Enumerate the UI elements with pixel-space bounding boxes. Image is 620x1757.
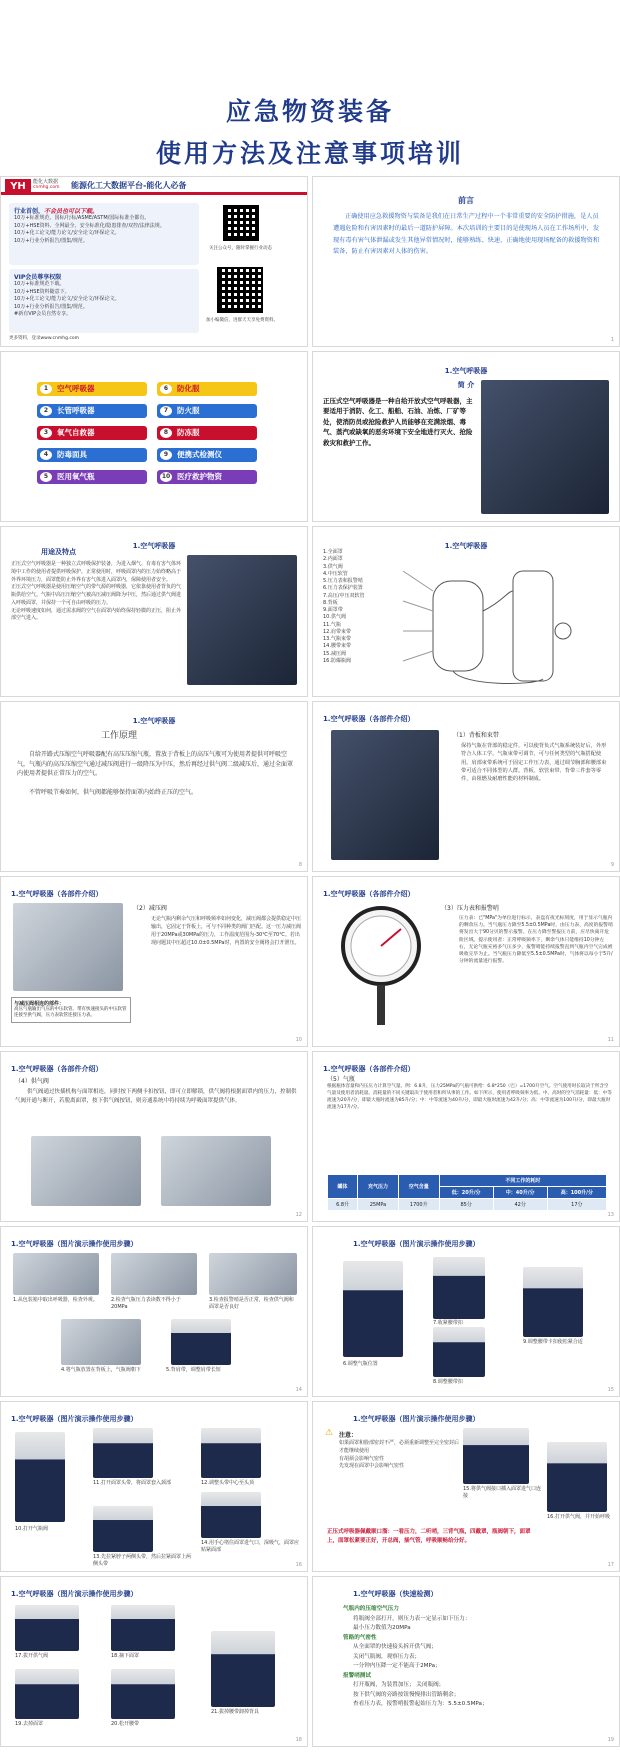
step-photo bbox=[209, 1253, 297, 1295]
check-heading: 报警哨测试 bbox=[343, 1672, 371, 1679]
slide-row bbox=[0, 701, 620, 872]
section-title: 1.空气呼吸器（快速检测） bbox=[353, 1590, 438, 1598]
firefighter-photo bbox=[481, 380, 609, 514]
qr-code-icon bbox=[223, 205, 259, 241]
backplate-photo bbox=[331, 730, 439, 860]
table-header: 不同工作的耗时 bbox=[439, 1175, 606, 1187]
cover-title-line2: 使用方法及注意事项培训 bbox=[155, 139, 464, 168]
step-photo bbox=[201, 1492, 261, 1538]
principle-subtitle: 工作原理 bbox=[101, 731, 138, 741]
step-photo bbox=[111, 1253, 197, 1295]
check-line: 从全面罩的快速接头拆开供气阀； bbox=[353, 1644, 437, 1650]
page-number: 10 bbox=[295, 1037, 302, 1043]
table-header: 中：40升/分 bbox=[493, 1187, 547, 1199]
ad-box2-item: 10万+HSE资料随意下。 bbox=[14, 288, 70, 295]
category-item[interactable] bbox=[37, 470, 147, 484]
category-number: 3 bbox=[40, 428, 52, 438]
step-photo bbox=[171, 1319, 231, 1365]
step-caption: 14.用手心堵住面罩进气口，深吸气，面罩应贴紧面部 bbox=[201, 1540, 299, 1553]
page-number: 18 bbox=[295, 1737, 302, 1743]
category-item[interactable] bbox=[37, 448, 147, 462]
step-caption: 15.将供气阀接口插入面罩进气口连接 bbox=[463, 1486, 541, 1499]
step-caption: 3.检查报警哨是否正常，检查供气阀和面罩是否良好 bbox=[209, 1297, 294, 1310]
category-item[interactable] bbox=[157, 470, 257, 484]
page-number: 14 bbox=[295, 1387, 302, 1393]
part-item: 13.气瓶束带 bbox=[323, 636, 351, 642]
ad-box2-title: VIP会员尊享权限 bbox=[14, 274, 62, 281]
category-number: 2 bbox=[40, 406, 52, 416]
step-caption: 21.拔掉腰带卸掉背具 bbox=[211, 1709, 259, 1715]
section-title: 1.空气呼吸器（图片演示操作使用步骤） bbox=[11, 1415, 138, 1423]
usage-item: 正压式空气呼吸器是一种独立式呼吸保护装备，为进入烟气、有毒有害气体环境中工作的使用者提供呼吸保护。正常使用时，呼吸面罩内的压力始终略高于外界环境压力，面罩能防止外界有害气体进入面罩内，保障使用者安全。 bbox=[11, 561, 182, 583]
qr2-caption: 加小编微信，进群天天享免费资料。 bbox=[206, 318, 278, 323]
quickcheck-list bbox=[343, 1605, 603, 1710]
page-number: 8 bbox=[298, 862, 302, 868]
slide-ad bbox=[0, 176, 308, 347]
section-title: 1.空气呼吸器（各部件介绍） bbox=[323, 715, 415, 723]
preface-title: 前言 bbox=[458, 196, 474, 205]
usage-item: 正压式空气呼吸器是使用压缩空气的带气源的呼吸器，它依靠使用者背负的气瓶供给空气。气瓶中高压压缩空气被高压减压阀降为中压，然后通过供气阀进入呼吸面罩，并保持一个可自由呼吸的压力。 bbox=[11, 584, 182, 606]
slide-demand-valve bbox=[0, 1051, 308, 1222]
step-photo bbox=[61, 1319, 141, 1365]
step-caption: 16.打开供气阀，并开始呼吸 bbox=[547, 1514, 610, 1520]
step-photo bbox=[93, 1506, 153, 1552]
ad-box2-item: #新有VIP会员自然专享。 bbox=[14, 311, 72, 317]
step-photo bbox=[15, 1605, 79, 1651]
ad-box2-item: 10万+标准规范下载。 bbox=[14, 281, 65, 287]
table-header: 低：20升/分 bbox=[439, 1187, 493, 1199]
slide-steps-d bbox=[312, 1401, 620, 1572]
category-label: 医用氧气瓶 bbox=[57, 472, 95, 481]
part-item: 14.腰带束带 bbox=[323, 643, 351, 650]
step-caption: 18.摘下面罩 bbox=[111, 1653, 139, 1659]
slide-quickcheck bbox=[312, 1576, 620, 1747]
cylinder-text: 根据瓶体容量和内压压力计算空气量。例：6.8升，压力25MPa的气瓶可供给：6.8*250（巴）=1700升空气。空气使用时长取决于所含空气量及使用者消耗量。消耗量的不同关键取决于使用者和所从事的工作。如下所示，使用者呼吸频率为低、中、高时的空气消耗量：低：中等流速为20升/分，即最大瓶时流速为85升/分；中：中等流速为40升/分，即最大瓶时流速为42升/分；高：中等流速为100升/分，即最大瓶时流速为17升/分。 bbox=[327, 1084, 612, 1110]
ad-box1-item: 10万+化工论文/能力论文/安全论文/环保论文。 bbox=[14, 230, 120, 236]
table-header: 空气含量 bbox=[398, 1175, 439, 1199]
warning-line: 如果面罩和脸部密封不严，必须重新调整至完全密封后才能继续使用 bbox=[339, 1440, 460, 1454]
category-label: 防冻服 bbox=[177, 428, 200, 437]
category-label: 医疗救护物资 bbox=[177, 472, 222, 481]
step-photo bbox=[15, 1669, 79, 1719]
step-photo bbox=[343, 1261, 403, 1357]
ad-brand: 能化大数据 bbox=[33, 179, 59, 185]
page-number: 15 bbox=[607, 1387, 614, 1393]
page-number: 1 bbox=[610, 337, 614, 343]
section-title: 1.空气呼吸器 bbox=[132, 542, 176, 550]
section-title: 1.空气呼吸器（各部件介绍） bbox=[11, 890, 103, 898]
section-title: 1.空气呼吸器（图片演示操作使用步骤） bbox=[11, 1590, 138, 1598]
section-title: 1.空气呼吸器（各部件介绍） bbox=[323, 1065, 415, 1073]
slide-row bbox=[0, 526, 620, 697]
category-number: 10 bbox=[161, 473, 171, 480]
check-line: 按下供气阀的旁路按钮慢慢排出管路剩余； bbox=[353, 1691, 460, 1698]
category-label: 防化服 bbox=[177, 384, 200, 393]
step-photo bbox=[111, 1605, 175, 1651]
category-item[interactable] bbox=[157, 426, 257, 440]
part-item: 1.全面罩 bbox=[323, 549, 343, 555]
reducer-photo bbox=[13, 903, 123, 991]
ad-tagline: 能源化工大数据平台-能化人必备 bbox=[71, 181, 187, 190]
category-label: 长管呼吸器 bbox=[57, 406, 95, 415]
step-caption: 1.从包装箱中取出呼吸器，检查外观。 bbox=[13, 1297, 98, 1303]
step-caption: 4.将气瓶放置在背板上，气瓶阀朝下 bbox=[61, 1367, 141, 1373]
step-caption: 5.背肩带，调整肩带长短 bbox=[166, 1367, 221, 1373]
check-line: 将瓶阀全部打开，则压力表一定显示如下压力： bbox=[353, 1615, 471, 1622]
reducer-text: 无论气瓶内剩余气压和呼吸频率如何变化，减压阀都会提供稳定中压输出，它固定于背板上，可与不同种类的阀门匹配。这一压力减压阀用于20MPa或30MPa的压力，工作温度范围为-30℃至70℃。若出现问题其中压超过10.0±0.5MPa时，内置的安全阀将会打开泄压。 bbox=[151, 916, 302, 946]
intro-text: 正压式空气呼吸器是一种自给开放式空气呼吸器，主要适用于消防、化工、船舶、石油、冶炼、厂矿等处，使消防员或抢险救护人员能够在充满浓烟、毒气、蒸汽或缺氧的恶劣环境下安全地进行灭火、抢险救灾和救护工作。 bbox=[323, 397, 473, 447]
slide-steps-e bbox=[0, 1576, 308, 1747]
qr-code-icon bbox=[217, 267, 263, 313]
category-number: 1 bbox=[40, 384, 52, 394]
part-item: 16.防爆瓶阀 bbox=[323, 657, 351, 664]
preface-text: 正确使用应急救援物资与装备是我们在日常生产过程中一个非常重要的安全防护措施，是人员遭遇危险和有害因素时的最后一道防护屏障。本次培训的主要目的是使现场人员在工作场所中，发现有毒有害气体泄漏或发生其他异常情况时，能够熟练、快速、正确地使用现场配备的救援物资和装备，防止有害因素对人体的伤害。 bbox=[333, 213, 600, 256]
page-number: 13 bbox=[607, 1212, 614, 1218]
category-label: 空气呼吸器 bbox=[57, 384, 95, 393]
category-item[interactable] bbox=[37, 426, 147, 440]
slide-grid bbox=[0, 176, 620, 1751]
qr1-caption: 关注公众号，随时掌握行业动态 bbox=[209, 246, 272, 251]
usage-item: 无论呼吸速度如何，通过需求阀的空气在面罩内始终保持轻微的正压，阻止外部空气进入。 bbox=[11, 607, 182, 622]
category-number: 8 bbox=[160, 428, 172, 438]
section-title: 1.空气呼吸器（各部件介绍） bbox=[323, 890, 415, 898]
demand-valve-photo bbox=[161, 1136, 271, 1206]
category-label: 便携式检测仪 bbox=[177, 450, 222, 459]
cylinder-subtitle: （5）气瓶 bbox=[327, 1076, 355, 1083]
part-item: 2.内面罩 bbox=[323, 556, 343, 563]
section-title: 1.空气呼吸器（各部件介绍） bbox=[11, 1065, 103, 1073]
step-photo bbox=[15, 1432, 65, 1522]
check-line: 查看压力表，报警哨报警起始压力为：5.5±0.5MPa； bbox=[353, 1701, 488, 1707]
part-item: 6.压力表保护装置 bbox=[323, 585, 363, 592]
reducer-note-text: 高压气瓶输出气压的中压软管。带有快速接头的中压软管连接至供气阀，压力表软管连接压力表。 bbox=[14, 1007, 127, 1019]
section-title: 1.空气呼吸器（图片演示操作使用步骤） bbox=[353, 1415, 480, 1423]
section-title: 1.空气呼吸器（图片演示操作使用步骤） bbox=[353, 1240, 480, 1248]
slide-categories bbox=[0, 351, 308, 522]
category-label: 防火服 bbox=[177, 406, 200, 415]
usage-list bbox=[11, 561, 181, 623]
ad-site: cnmhg.com bbox=[33, 185, 60, 190]
check-line: 一分钟内压降一定不能高于2MPa； bbox=[353, 1663, 441, 1669]
page-number: 16 bbox=[295, 1562, 302, 1568]
check-line: 打开瓶阀，为装置加压； 关闭瓶阀； bbox=[353, 1682, 445, 1688]
principle-text: 自给开路式压缩空气呼吸器配有高压压缩气瓶，置放于背板上的高压气瓶可为使用者提供可呼吸空气，气瓶内的高压压缩空气通过减压阀进行一级降压为中压，然后再经过供气阀二级减压后，通过全面罩内使用者提供正常压力的空气。 bbox=[17, 751, 294, 778]
category-item[interactable] bbox=[157, 382, 257, 396]
warning-title: 注意： bbox=[339, 1432, 358, 1439]
check-heading: 管路的气密性 bbox=[343, 1634, 377, 1641]
reducer-note bbox=[11, 997, 131, 1023]
check-line: 关闭气瓶阀，观察压力表； bbox=[353, 1653, 421, 1660]
slide-row bbox=[0, 351, 620, 522]
warning-line: 先发现在面罩中会影响气密性 bbox=[339, 1463, 405, 1470]
step-photo bbox=[433, 1257, 485, 1319]
mask-photo bbox=[187, 555, 297, 685]
step-caption: 19.去掉面罩 bbox=[15, 1721, 43, 1727]
intro-subtitle: 简 介 bbox=[457, 381, 475, 389]
demand-valve-text: 供气阀通过快插机构与面罩相连，同时按下两侧卡扣按钮，即可立即解锁，供气阀将根据面罩内的压力，控制供气阀开通与断开，若脱离面罩，按下供气阀按钮，则旁通系统中将持续为呼吸面罩提供气体。 bbox=[15, 1089, 297, 1104]
ad-box1-item: 10万+行业分析报告/图集/规范。 bbox=[14, 237, 88, 244]
ad-logo: YH bbox=[5, 179, 31, 195]
part-item: 3.供气阀 bbox=[323, 563, 343, 570]
slide-row bbox=[0, 1226, 620, 1397]
table-cell: 42分 bbox=[493, 1199, 547, 1211]
summary-rhyme: 正压式呼吸器佩戴顺口溜：一看压力，二听哨，三背气瓶，四戴罩，瓶阀朝下，面罩上，面罩松紧要正好，开总阀，插气管，呼吸顺畅给分好。 bbox=[327, 1529, 531, 1544]
check-heading: 气瓶内的压缩空气压力 bbox=[343, 1606, 399, 1612]
category-number: 4 bbox=[40, 450, 52, 460]
slide-row bbox=[0, 1576, 620, 1747]
category-number: 9 bbox=[160, 450, 172, 460]
category-number: 5 bbox=[40, 472, 52, 482]
reducer-note-title: 与减压阀相连的部件： bbox=[14, 1001, 65, 1007]
slide-parts-list bbox=[312, 526, 620, 697]
warning-list bbox=[339, 1440, 459, 1471]
step-caption: 7.收紧腰带扣 bbox=[433, 1320, 463, 1326]
section-title: 1.空气呼吸器 bbox=[132, 717, 176, 725]
part-item: 11.气瓶 bbox=[323, 621, 341, 628]
category-item[interactable] bbox=[37, 404, 147, 418]
table-header: 罐体 bbox=[328, 1175, 358, 1199]
cylinder-table bbox=[327, 1174, 607, 1211]
part-item: 8.背板 bbox=[323, 599, 338, 606]
slide-intro bbox=[312, 351, 620, 522]
category-number: 6 bbox=[160, 384, 172, 394]
step-photo bbox=[211, 1631, 275, 1707]
slide-row bbox=[0, 176, 620, 347]
backplate-subtitle: （1）背板和束带 bbox=[453, 732, 499, 739]
ad-box-vip bbox=[9, 269, 199, 333]
table-cell: 25MPa bbox=[358, 1199, 399, 1211]
part-item: 12.肩带束带 bbox=[323, 628, 351, 635]
part-item: 10.供气阀 bbox=[323, 614, 346, 621]
slide-cylinder bbox=[312, 1051, 620, 1222]
slide-backplate bbox=[312, 701, 620, 872]
reducer-subtitle: （2）减压阀 bbox=[133, 905, 167, 912]
slide-principle bbox=[0, 701, 308, 872]
slide-row bbox=[0, 876, 620, 1047]
slide-usage bbox=[0, 526, 308, 697]
ad-footer: 更多资料，登录www.cnmhg.com bbox=[9, 336, 80, 341]
demand-valve-subtitle: （4）供气阀 bbox=[15, 1078, 49, 1085]
check-line: 最小压力数值为20MPa bbox=[353, 1625, 411, 1631]
warning-icon: ⚠ bbox=[325, 1428, 334, 1438]
part-item: 15.减压阀 bbox=[323, 650, 346, 657]
table-row bbox=[328, 1199, 607, 1211]
table-cell: 6.8升 bbox=[328, 1199, 358, 1211]
section-title: 1.空气呼吸器 bbox=[444, 542, 488, 550]
ad-box1-item: 10万+标准规范、国标/行标/ASME/ASTM/国际标准全都有。 bbox=[14, 215, 150, 221]
step-photo bbox=[13, 1253, 99, 1295]
respirator-diagram bbox=[393, 551, 603, 691]
ad-box1-title: 行业首创，不会员也可以下载。 bbox=[14, 208, 99, 215]
part-item: 5.压力表和报警哨 bbox=[323, 578, 363, 584]
cover-title-line1: 应急物资装备 bbox=[225, 97, 394, 126]
slide-reducer bbox=[0, 876, 308, 1047]
parts-list bbox=[323, 549, 364, 665]
section-title: 1.空气呼吸器 bbox=[444, 367, 488, 375]
slide-row bbox=[0, 1051, 620, 1222]
slide-steps-a bbox=[0, 1226, 308, 1397]
category-item[interactable] bbox=[37, 382, 147, 396]
step-photo bbox=[93, 1428, 153, 1478]
page-number: 9 bbox=[610, 862, 614, 868]
ad-box-free bbox=[9, 203, 199, 265]
step-caption: 6.调整气瓶位置 bbox=[343, 1361, 378, 1367]
ad-box1-item: 10万+HSE资料、全网最全、安全标准化/隐患排查/双控/法律法规。 bbox=[14, 222, 165, 229]
category-label: 防毒面具 bbox=[57, 450, 87, 459]
step-photo bbox=[523, 1267, 583, 1337]
page-number: 17 bbox=[607, 1562, 614, 1568]
principle-text2: 不管呼吸节奏如何，供气阀都能够保持面罩内始终正压的空气。 bbox=[29, 789, 198, 796]
part-item: 7.高压/中压双软管 bbox=[323, 592, 365, 599]
ad-box2-item: 10万+化工论文/能力论文/安全论文/环保论文。 bbox=[14, 296, 120, 302]
slide-preface bbox=[312, 176, 620, 347]
step-caption: 9.调整腰带卡扣使松紧合适 bbox=[523, 1339, 583, 1345]
table-header: 充气压力 bbox=[358, 1175, 399, 1199]
ad-box2-item: 10万+行业分析报告/图集/规范。 bbox=[14, 303, 88, 310]
step-photo bbox=[547, 1442, 607, 1512]
table-cell: 1700升 bbox=[398, 1199, 439, 1211]
table-cell: 17分 bbox=[547, 1199, 606, 1211]
step-photo bbox=[201, 1428, 261, 1478]
step-caption: 8.调整腰带扣 bbox=[433, 1379, 463, 1385]
step-caption: 20.松开腰带 bbox=[111, 1721, 139, 1727]
gauge-text: 压力表：已"MPa"为单位进行标示，表盘有夜光标刻度，用于显示气瓶内的剩余压力。当气瓶压力降至5.5±0.5MPa时，由压力表、高度的报警哨将发出大于90分贝的警示报警。在压力降至警报压力前，应尽快离开危险区域。提示使用者：正常呼吸频率下，剩余气体只能维持10分钟左右，无论气瓶充裕多气压多少，报警哨能持续报警直到气瓶内空气完成被吸收完毕为止。当气瓶压力降低至5.5±0.5MPa时，气体将以每小于5升/分钟的流量进行报警。 bbox=[459, 916, 613, 965]
backplate-text: 保持气瓶在背部的稳定件，可以使背负式气瓶系统装好后，外形符合人体工学。气瓶束带可调节，可与任何类型的气瓶搭配使用。肩部束带系统可于固定工作压力表，通过调节胸部和腰部束带可适合不同体型的人群。背板、软管束带、背带三件套等零件，由阻燃及耐磨性能的材料制成。 bbox=[461, 743, 607, 783]
slide-row bbox=[0, 1401, 620, 1572]
table-cell: 85分 bbox=[439, 1199, 493, 1211]
demand-valve-photo bbox=[31, 1136, 141, 1206]
gauge-subtitle: （3）压力表和报警哨 bbox=[441, 905, 499, 912]
page-number: 11 bbox=[607, 1037, 614, 1043]
section-title: 1.空气呼吸器（图片演示操作使用步骤） bbox=[11, 1240, 138, 1248]
step-photo bbox=[463, 1428, 529, 1484]
usage-subtitle: 用途及特点 bbox=[41, 548, 76, 556]
warning-line: 有胡须会影响气密性 bbox=[339, 1455, 385, 1462]
category-item[interactable] bbox=[157, 404, 257, 418]
cover-slide bbox=[0, 0, 620, 176]
slide-steps-b bbox=[312, 1226, 620, 1397]
pressure-gauge-icon bbox=[331, 901, 431, 1031]
part-item: 4.中压软管 bbox=[323, 570, 348, 577]
step-caption: 12.调整头带中心至头顶 bbox=[201, 1480, 254, 1486]
step-caption: 17.拔开供气阀 bbox=[15, 1653, 48, 1659]
step-caption: 10.打开气瓶阀 bbox=[15, 1526, 48, 1532]
category-item[interactable] bbox=[157, 448, 257, 462]
page-number: 12 bbox=[295, 1212, 302, 1218]
step-photo bbox=[111, 1669, 175, 1719]
step-caption: 11.打开面罩头带，将面罩套入颈部 bbox=[93, 1480, 171, 1486]
step-caption: 2.检查气瓶压力表读数不得小于20MPa bbox=[111, 1297, 181, 1310]
page-number: 19 bbox=[607, 1737, 614, 1743]
part-item: 9.面罩带 bbox=[323, 607, 343, 613]
slide-steps-c bbox=[0, 1401, 308, 1572]
table-header: 高：100升/分 bbox=[547, 1187, 606, 1199]
category-label: 氧气自救器 bbox=[57, 428, 95, 437]
slide-gauge bbox=[312, 876, 620, 1047]
category-number: 7 bbox=[160, 406, 172, 416]
step-caption: 13.先拉紧脖子两侧头带，然后拉紧面罩上两侧头带 bbox=[93, 1554, 191, 1567]
step-photo bbox=[433, 1327, 485, 1377]
